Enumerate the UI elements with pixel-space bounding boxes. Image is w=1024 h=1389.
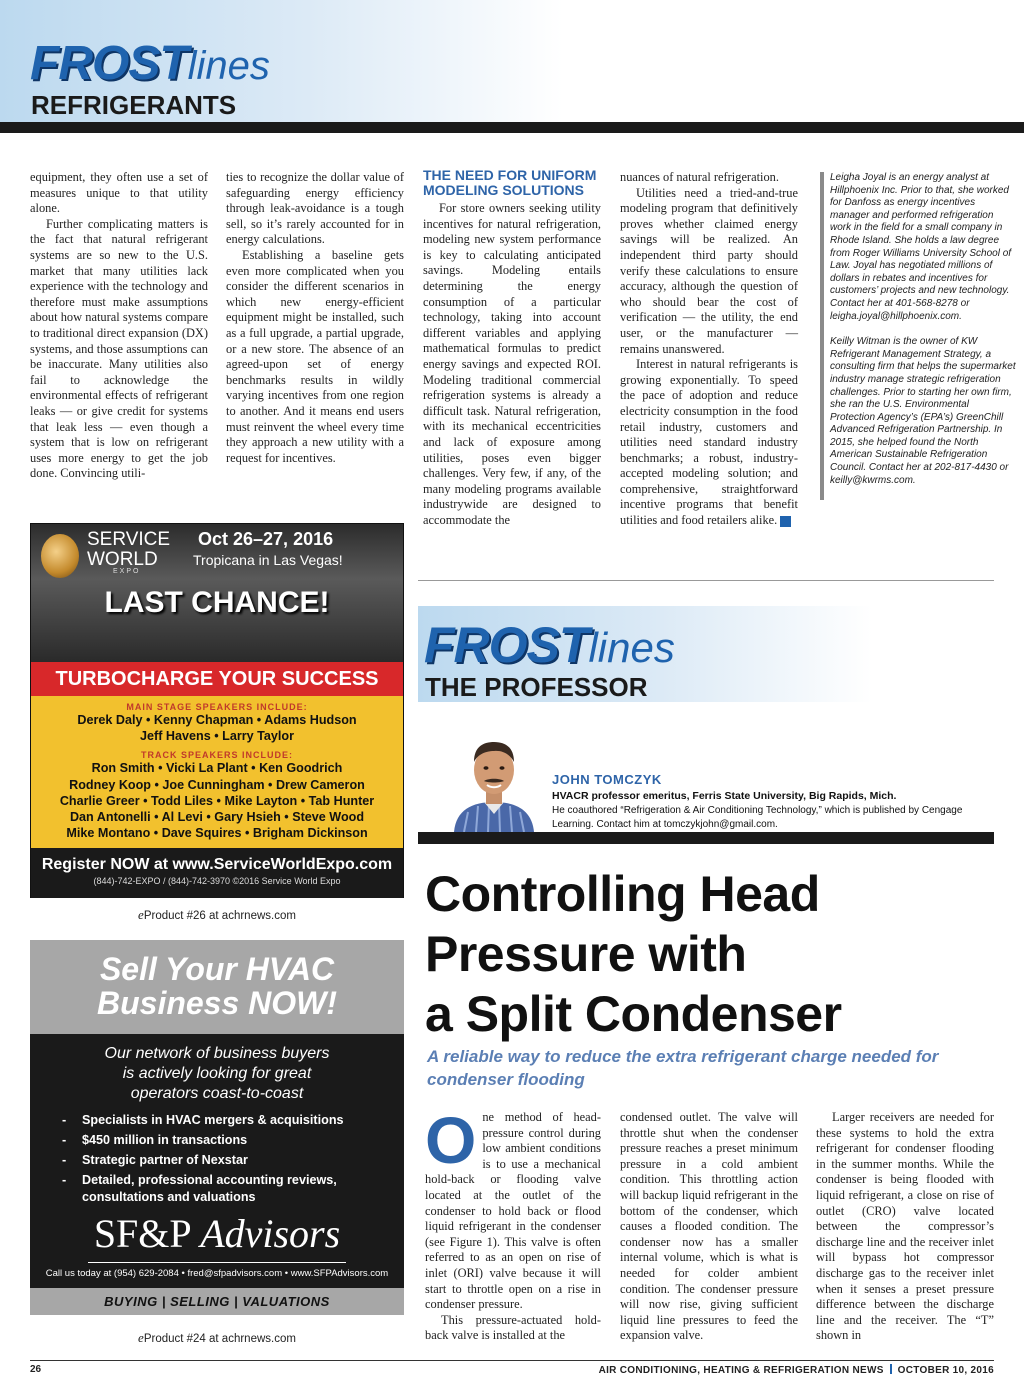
- eproduct-e: e: [138, 1330, 144, 1345]
- paragraph: For store owners seeking utility incentives for natural refrigeration, modeling new system performance is key to calculating anticipated savings. Modeling entails determining the energy consumption of a particular technology, taking into account different variables and applying mathematical formulas to predict energy savings and expected ROI. Modeling traditional commercial refrigeration systems is already a difficult task. Natural refrigeration, with its mechanical eccentricities and lack of exposure among utilities, poses even bigger challenges. Very few, if any, of the many modeling programs available industrywide are designed to accommodate the: [423, 201, 601, 527]
- paragraph: [620, 357, 803, 529]
- main-stage-label: MAIN STAGE SPEAKERS INCLUDE:: [126, 702, 308, 712]
- paragraph: This pressure-actuated hold-back valve is installed at the: [425, 1312, 601, 1343]
- event-venue: Tropicana in Las Vegas!: [193, 552, 343, 568]
- headline-line: Pressure with: [425, 926, 747, 982]
- service-world-ad[interactable]: [30, 523, 404, 898]
- article-column-1: [30, 170, 208, 488]
- paragraph: condensed outlet. The valve will throttle shut when the condenser pressure reaches a preset minimum pressure in a cold ambient condition. This throttling action will backup liquid refrigerant in the bottom of the condenser, which causes a flooded condition. The condenser now has a smaller internal volume, which is what is needed for colder ambient condition. The condenser pressure will now rise, giving sufficient liquid line pressures to feed the expansion valve.: [620, 1110, 798, 1343]
- article-column-3: [423, 168, 601, 548]
- headline-line: a Split Condenser: [425, 986, 842, 1042]
- speaker-line: Ron Smith • Vicki La Plant • Ken Goodrich: [91, 761, 343, 776]
- drop-cap: O: [425, 1103, 477, 1177]
- author-title: HVACR professor emeritus, Ferris State University, Big Rapids, Mich.: [552, 790, 897, 802]
- paragraph: nuances of natural refrigeration.: [620, 170, 779, 184]
- network-line: operators coast-to-coast: [130, 1085, 304, 1102]
- paragraph: ties to recognize the dollar value of safeguarding energy efficiency through leak-avoidance is a tough sell, so it’s rarely accounted for in energy calculations.: [226, 170, 404, 247]
- professor-column-1: [425, 1103, 601, 1350]
- author-photo: [446, 732, 542, 832]
- section-label-refrigerants: REFRIGERANTS: [31, 90, 237, 120]
- header-rule: [0, 122, 1024, 133]
- services-list: [62, 1112, 392, 1209]
- list-item: - Detailed, professional accounting reviews, consultations and valuations: [62, 1172, 392, 1206]
- speaker-line: Derek Daly • Kenny Chapman • Adams Hudson: [77, 713, 357, 727]
- event-date: Oct 26–27, 2016: [198, 529, 334, 549]
- register-bar[interactable]: [31, 848, 403, 898]
- paragraph: equipment, they often use a set of measures unique to that utility alone.: [30, 170, 208, 216]
- register-link[interactable]: Register NOW at www.ServiceWorldExpo.com: [41, 856, 393, 873]
- brand-sfp: SF&P: [93, 1211, 191, 1256]
- bio-keilly-witman: Keilly Witman is the owner of KW Refrigerant Management Strategy, a consulting firm that helps the supermarket industry manage strategic refrigeration challenges. Prior to starting her own firm, she ran the U.S. Environmental Protection Agency’s (EPA’s) GreenChill Advanced Refrigeration Partnership. In 2015, she helped found the North American Sustainable Refrigeration Council. Contact her at 202-817-4430 or keilly@kwrms.com.: [830, 336, 1016, 486]
- track-label: TRACK SPEAKERS INCLUDE:: [140, 750, 293, 761]
- service-world-logo-icon: [41, 534, 79, 578]
- frostlines-logo: [30, 37, 270, 90]
- network-text: [30, 1044, 404, 1104]
- list-item: - $450 million in transactions: [62, 1132, 392, 1149]
- professor-column-3: [816, 1110, 994, 1350]
- logo-lines: lines: [187, 44, 270, 88]
- separator: [890, 1364, 892, 1374]
- last-chance-headline: LAST CHANCE!: [104, 586, 330, 619]
- paragraph: Larger receivers are needed for these systems to hold the extra refrigerant for condenser flooding in the summer months. While the condenser is being flooded with liquid refrigerant, a close on rise of outlet (CRO) valve located between the compressor’s discharge line and the receiver inlet will bypass hot compressor discharge gas to the receiver inlet when it senses a preset pressure difference between the discharge line and the receiver. The “T” shown in: [816, 1110, 994, 1343]
- footer-rule: [30, 1360, 994, 1361]
- paragraph: Utilities need a tried-and-true modeling program that definitively proves whether claimed energy savings will be realized. An independent third party should verify these calculations to ensure accuracy, although the question of who should bear the cost of verification — the utility, the end user, or the manufacturer — remains unanswered.: [620, 185, 798, 356]
- network-line: Our network of business buyers: [104, 1045, 330, 1062]
- sfp-advisors-ad[interactable]: [30, 940, 404, 1315]
- professor-column-2: [620, 1110, 798, 1350]
- headline-line: Controlling Head: [425, 866, 820, 922]
- author-bio: He coauthored “Refrigeration & Air Conditioning Technology,” which is published by Cengage Learning. Contact him at tomczykjohn@gmail.com.: [552, 805, 963, 830]
- speaker-line: Mike Montano • Dave Squires • Brigham Dickinson: [66, 826, 368, 841]
- eproduct-24-link[interactable]: [30, 1330, 404, 1346]
- speaker-line: Rodney Koop • Joe Cunningham • Drew Cameron: [69, 777, 365, 792]
- contact-line[interactable]: Call us today at (954) 629-2084 • fred@sfpadvisors.com • www.SFPAdvisors.com: [45, 1268, 389, 1279]
- article-column-2: [226, 170, 404, 488]
- service-world-name: [87, 530, 170, 570]
- title-line-2: Business NOW!: [96, 985, 338, 1021]
- list-item: - Strategic partner of Nexstar: [62, 1152, 392, 1169]
- eproduct-26-link[interactable]: [30, 907, 404, 923]
- article-deck: A reliable way to reduce the extra refrigerant charge needed for condenser flooding: [427, 1047, 939, 1089]
- turbocharge-banner: TURBOCHARGE YOUR SUCCESS: [31, 662, 403, 696]
- speakers-panel: [31, 696, 403, 848]
- brand-underline: [88, 1262, 346, 1263]
- section-divider: [418, 580, 994, 581]
- paragraph: Establishing a baseline gets even more complicated when you consider the different scenarios in which new energy-efficient equipment might be installed, such as a full upgrade, a partial upgrade, or a new store. The absence of an agreed-upon set of energy benchmarks results in wildly varying incentives from one region to another. And it means end users must reinvent the wheel every time they approach a new utility with a request for incentives.: [226, 247, 404, 465]
- author-name: JOHN TOMCZYK: [552, 772, 662, 787]
- paragraph: Further complicating matters is the fact that natural refrigerant systems are so new to the U.S. market that many utilities lack experience with the technology and therefore must make assumptions about how natural systems compare to traditional direct expansion (DX) systems, and those assumptions can be inaccurate. Many utilities also fail to acknowledge the environmental effects of refrigerant leaks — or give credit for systems that leak less — even though a system that is low on refrigerant uses more energy to get the job done. Convincing utili-: [30, 216, 208, 481]
- sfp-brand-logo: [30, 1210, 404, 1257]
- frostlines-logo: [424, 617, 675, 673]
- logo-frost: FROST: [424, 617, 589, 673]
- expo-label: EXPO: [113, 568, 141, 575]
- author-bio-box: [820, 172, 1016, 500]
- publication-name: AIR CONDITIONING, HEATING & REFRIGERATION NEWS: [598, 1365, 884, 1376]
- paragraph: ne method of head-pressure control during low ambient conditions is to use a mechanical hold-back or flooding valve located at the outlet of the condenser to hold back or flood liquid refrigerant in the condenser (see Figure 1). This valve is often referred to as an open on rise of inlet (ORI) valve because it will start to throttle open on a rise in condenser pressure.: [425, 1110, 601, 1312]
- speaker-line: Dan Antonelli • Al Levi • Gary Hsieh • Steve Wood: [69, 810, 365, 825]
- bio-leigha-joyal: Leigha Joyal is an energy analyst at Hillphoenix Inc. Prior to that, she worked for Danfoss as energy incentives manager and performed refrigeration work in the field for a small company in Rhode Island. She holds a law degree from Roger Williams University School of Law. Joyal has negotiated millions of dollars in rebates and incentives for customers’ projects and new technology. Contact her at 401-568-8278 or leigha.joyal@hillphoenix.com.: [830, 172, 1012, 322]
- publication-line: [599, 1364, 994, 1376]
- publication-date: OCTOBER 10, 2016: [897, 1365, 994, 1376]
- eproduct-e: e: [138, 907, 144, 922]
- logo-lines: lines: [588, 624, 675, 671]
- professor-rule: [418, 832, 994, 844]
- section-label-professor: THE PROFESSOR: [425, 672, 648, 702]
- ad-footer-band: BUYING | SELLING | VALUATIONS: [30, 1288, 404, 1315]
- title-line-1: Sell Your HVAC: [99, 951, 335, 987]
- article-column-4: [620, 170, 803, 550]
- paragraph-text: Interest in natural refrigerants is growing exponentially. To speed the pace of adoption and reduce electricity consumption in the food retail industry, customers and utilities need standard industry benchmarks; a robust, industry-accepted modeling solution; and comprehensive, straightforward incentive programs that benefit utilities and food retailers alike.: [620, 357, 798, 528]
- page-number: 26: [30, 1364, 42, 1375]
- phone-numbers: (844)-742-EXPO / (844)-742-3970 ©2016 Service World Expo: [93, 876, 341, 886]
- brand-advisors: Advisors: [200, 1211, 341, 1256]
- eproduct-text: Product #24 at achrnews.com: [143, 1333, 296, 1345]
- name-line-2: WORLD: [87, 549, 158, 570]
- speaker-line: Charlie Greer • Todd Liles • Mike Layton • Tab Hunter: [59, 793, 375, 808]
- subhead-uniform-modeling: THE NEED FOR UNIFORM MODELING SOLUTIONS: [423, 167, 597, 198]
- list-item: - Specialists in HVAC mergers & acquisitions: [62, 1112, 392, 1129]
- eproduct-text: Product #26 at achrnews.com: [143, 910, 296, 922]
- author-portrait-icon: [446, 732, 542, 832]
- name-line-1: SERVICE: [87, 529, 171, 550]
- network-line: is actively looking for great: [122, 1065, 312, 1082]
- ad-title: [30, 952, 404, 1020]
- article-headline: [425, 864, 1005, 1044]
- end-mark-icon: N: [780, 516, 791, 527]
- logo-frost: FROST: [30, 37, 188, 90]
- speaker-line: Jeff Havens • Larry Taylor: [140, 729, 294, 744]
